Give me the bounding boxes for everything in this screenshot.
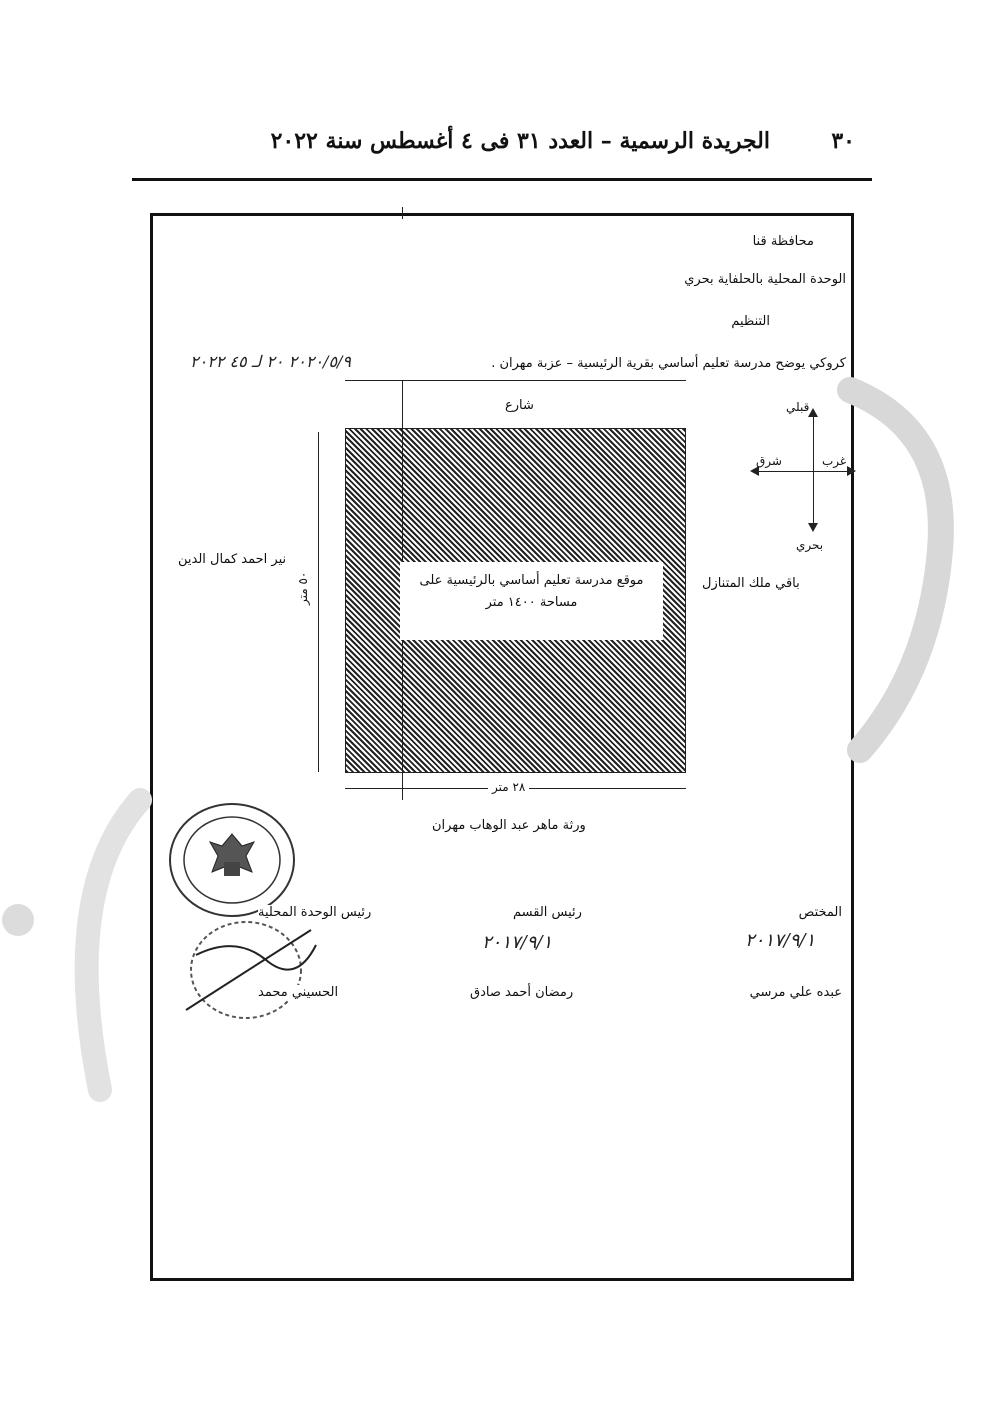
- subject-line: كروكي يوضح مدرسة تعليم أساسي بقرية الرئيسية – عزبة مهران .: [491, 356, 846, 371]
- fold-mark-top: [402, 207, 403, 219]
- watermark-emblem: [830, 370, 970, 770]
- compass-south-arrowhead: [808, 523, 818, 532]
- south-boundary-label: ورثة ماهر عبد الوهاب مهران: [432, 818, 586, 833]
- east-boundary-label: باقي ملك المتنازل: [702, 576, 800, 591]
- signature-stamp-scribble: [176, 915, 326, 1025]
- site-label-line1: موقع مدرسة تعليم أساسي بالرئيسية على: [419, 573, 644, 588]
- compass-south-label: بحري: [796, 538, 824, 552]
- watermark-arc: [0, 780, 160, 1110]
- compass-north-arrowhead: [808, 408, 818, 417]
- signature-2-title: رئيس القسم: [513, 905, 582, 920]
- governorate-label: محافظة قنا: [752, 234, 814, 249]
- gazette-title: الجريدة الرسمية – العدد ٣١ فى ٤ أغسطس سنة ٢٠٢٢: [270, 128, 770, 154]
- length-dimension-label: ٥٠ متر: [296, 571, 310, 605]
- length-dimension-line: [318, 432, 319, 772]
- north-boundary-label: شارع: [505, 398, 534, 413]
- signature-1-name: عبده علي مرسي: [749, 985, 842, 1000]
- signature-2-handwritten: ٢٠١٧/٩/١: [482, 932, 553, 953]
- header-rule: [132, 178, 872, 181]
- compass-north-label: قبلي: [786, 400, 810, 414]
- signature-1-handwritten: ٢٠١٧/٩/١: [745, 930, 816, 951]
- handwritten-reference: ٢٠٢٠/٥/٩ ٢٠ لـ ٤٥ ٢٠٢٢: [190, 352, 352, 371]
- width-dimension-label: ٢٨ متر: [488, 780, 529, 794]
- page-number: ٣٠: [831, 128, 855, 154]
- signature-2-name: رمضان أحمد صادق: [470, 985, 574, 1000]
- site-label-line2: مساحة ١٤٠٠ متر: [485, 595, 578, 610]
- signature-3-title: رئيس الوحدة المحلية: [258, 905, 372, 920]
- fold-mark-horizontal: [345, 380, 686, 381]
- site-label-box: [400, 562, 663, 640]
- signature-3-name: الحسيني محمد: [258, 985, 339, 1000]
- signature-1-title: المختص: [798, 905, 842, 920]
- local-unit-label: الوحدة المحلية بالحلفاية بحري: [684, 272, 846, 287]
- department-label: التنظيم: [731, 314, 770, 329]
- compass-west-label: غرب: [822, 454, 847, 468]
- compass-east-label: شرق: [756, 454, 782, 468]
- west-boundary-label: نير احمد كمال الدين: [178, 552, 287, 567]
- official-seal: [164, 800, 304, 922]
